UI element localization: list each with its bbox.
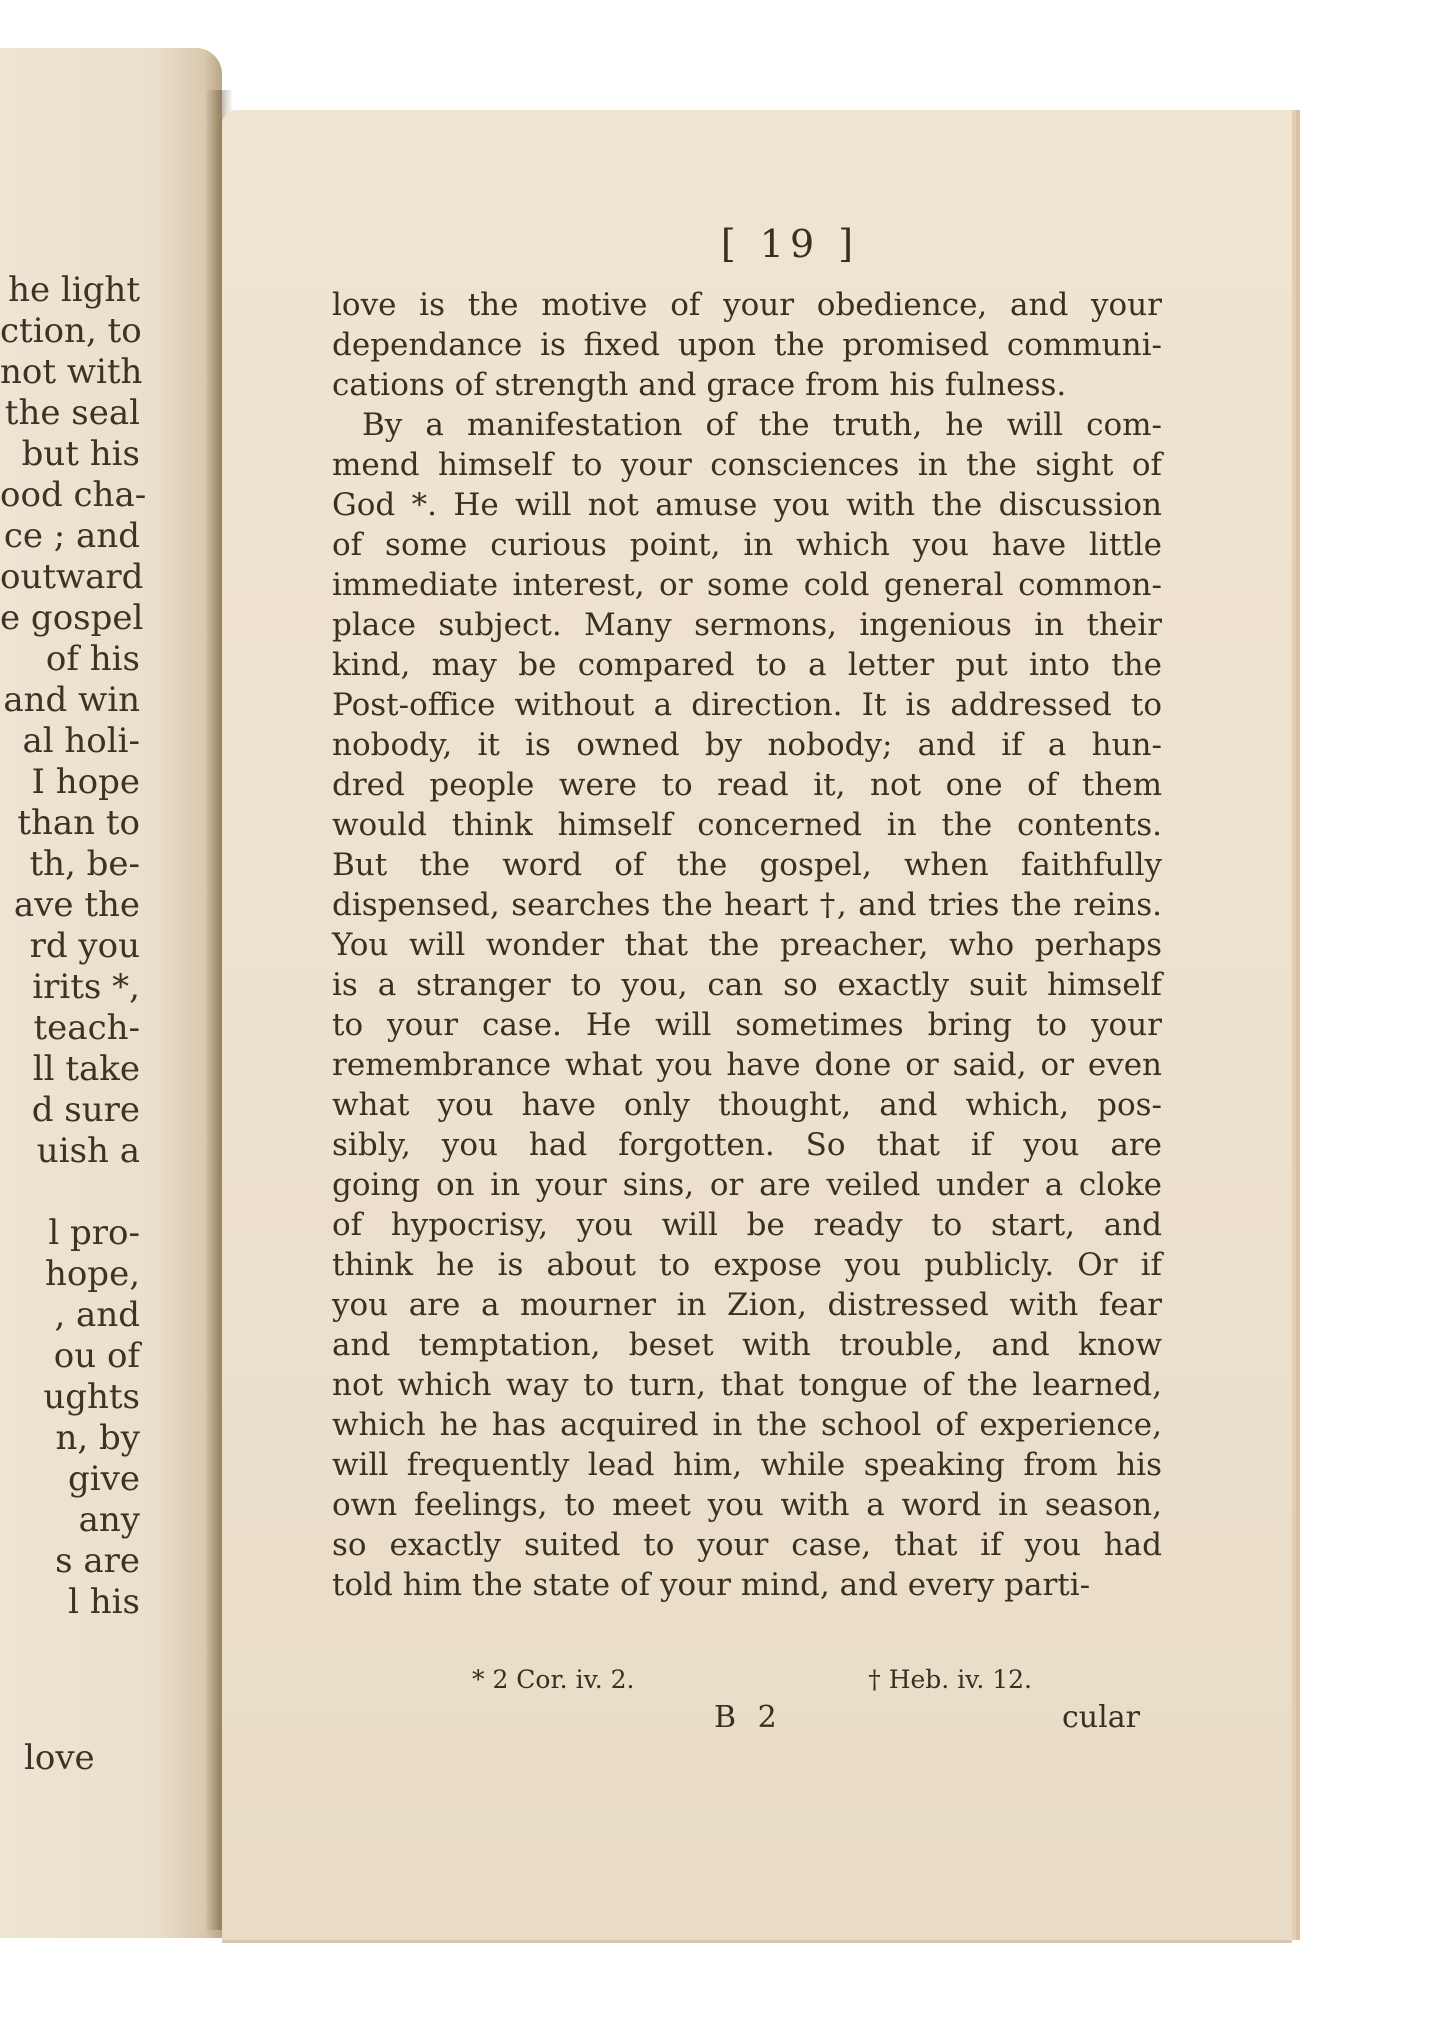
text-line: Post-office without a direction. It is addressed to [332,687,1162,723]
left-text-line: any [78,1500,140,1540]
text-line: own feelings, to meet you with a word in season, [332,1487,1162,1523]
text-line: cations of strength and grace from his fulness. [332,367,1067,403]
left-text-line: he light [8,270,140,310]
text-line: immediate interest, or some cold general common- [332,567,1162,603]
text-line: But the word of the gospel, when faithfully [332,847,1162,883]
left-text-line: the seal [4,393,140,433]
text-line: kind, may be compared to a letter put into the [332,647,1162,683]
text-line: remembrance what you have done or said, or even [332,1047,1162,1083]
text-line: of hypocrisy, you will be ready to start, and [332,1207,1162,1243]
body-text [332,285,1162,1605]
text-line: of some curious point, in which you have little [332,527,1162,563]
left-text-line: , and [54,1295,140,1335]
left-text-line: ll take [32,1049,140,1089]
text-line: nobody, it is owned by nobody; and if a hun- [332,727,1162,763]
text-line: what you have only thought, and which, pos- [332,1087,1162,1123]
left-text-line: hope, [44,1254,140,1294]
text-line: love is the motive of your obedience, and your [332,287,1162,323]
left-text-line: d sure [31,1090,140,1130]
left-text-line: uish a [36,1131,140,1171]
text-line: God *. He will not amuse you with the discussion [332,487,1162,523]
text-line: place subject. Many sermons, ingenious in their [332,607,1162,643]
left-page [0,48,222,1938]
left-text-line: l pro- [48,1213,140,1253]
left-text-line: s are [55,1541,140,1581]
left-text-line [0,1172,140,1213]
text-line: is a stranger to you, can so exactly suit himself [332,967,1162,1003]
left-text-line: not with [0,352,143,392]
left-text-line: rd you [29,926,140,966]
text-line: going on in your sins, or are veiled under a cloke [332,1167,1162,1203]
left-text-line: ou of [53,1336,140,1376]
text-line: By a manifestation of the truth, he will com- [362,407,1162,443]
footnote-1: * 2 Cor. iv. 2. [472,1665,635,1694]
text-line: you are a mourner in Zion, distressed with fear [332,1287,1162,1323]
page-number: [ 19 ] [720,222,860,266]
text-line: dred people were to read it, not one of them [332,767,1162,803]
text-line: so exactly suited to your case, that if you had [332,1527,1162,1563]
text-line: which he has acquired in the school of experience, [332,1407,1162,1443]
left-text-line: give [68,1459,140,1499]
left-text-line: ughts [43,1377,140,1417]
left-text-line: ave the [13,885,140,925]
text-line: and temptation, beset with trouble, and know [332,1327,1162,1363]
right-page [222,110,1292,1940]
left-text-line: e gospel [0,598,144,638]
text-line: to your case. He will sometimes bring to your [332,1007,1162,1043]
text-line: dependance is fixed upon the promised communi- [332,327,1162,363]
left-page-catchword: love [24,1738,95,1778]
catchword: cular [1062,1700,1140,1735]
left-text-line: teach- [33,1008,140,1048]
text-line: mend himself to your consciences in the sight of [332,447,1162,483]
footnote-2: † Heb. iv. 12. [868,1665,1032,1694]
text-line: think he is about to expose you publicly. Or if [332,1247,1162,1283]
text-line: dispensed, searches the heart †, and tries the reins. [332,887,1162,923]
left-text-line: outward [0,557,144,597]
text-line: You will wonder that the preacher, who perhaps [332,927,1162,963]
left-text-line: ce ; and [3,516,140,556]
left-page-text [0,270,147,1623]
text-line: told him the state of your mind, and every parti- [332,1567,1091,1603]
text-line: will frequently lead him, while speaking from his [332,1447,1162,1483]
text-line: would think himself concerned in the contents. [332,807,1162,843]
text-line: sibly, you had forgotten. So that if you are [332,1127,1162,1163]
left-text-line: of his [45,639,140,679]
left-text-line: but his [21,434,140,474]
left-text-line: I hope [31,762,140,802]
footnotes [472,1665,1032,1694]
left-text-line: th, be- [29,844,140,884]
left-text-line: ood cha- [0,475,147,515]
left-text-line: than to [17,803,140,843]
left-text-line: irits *, [32,967,140,1007]
left-text-line: n, by [55,1418,140,1458]
left-text-line: and win [3,680,140,720]
left-text-line: l his [68,1582,140,1622]
left-text-line: al holi- [22,721,140,761]
left-text-line: ction, to [0,311,142,351]
signature-mark: B 2 [714,1700,783,1735]
text-line: not which way to turn, that tongue of the learned, [332,1367,1162,1403]
